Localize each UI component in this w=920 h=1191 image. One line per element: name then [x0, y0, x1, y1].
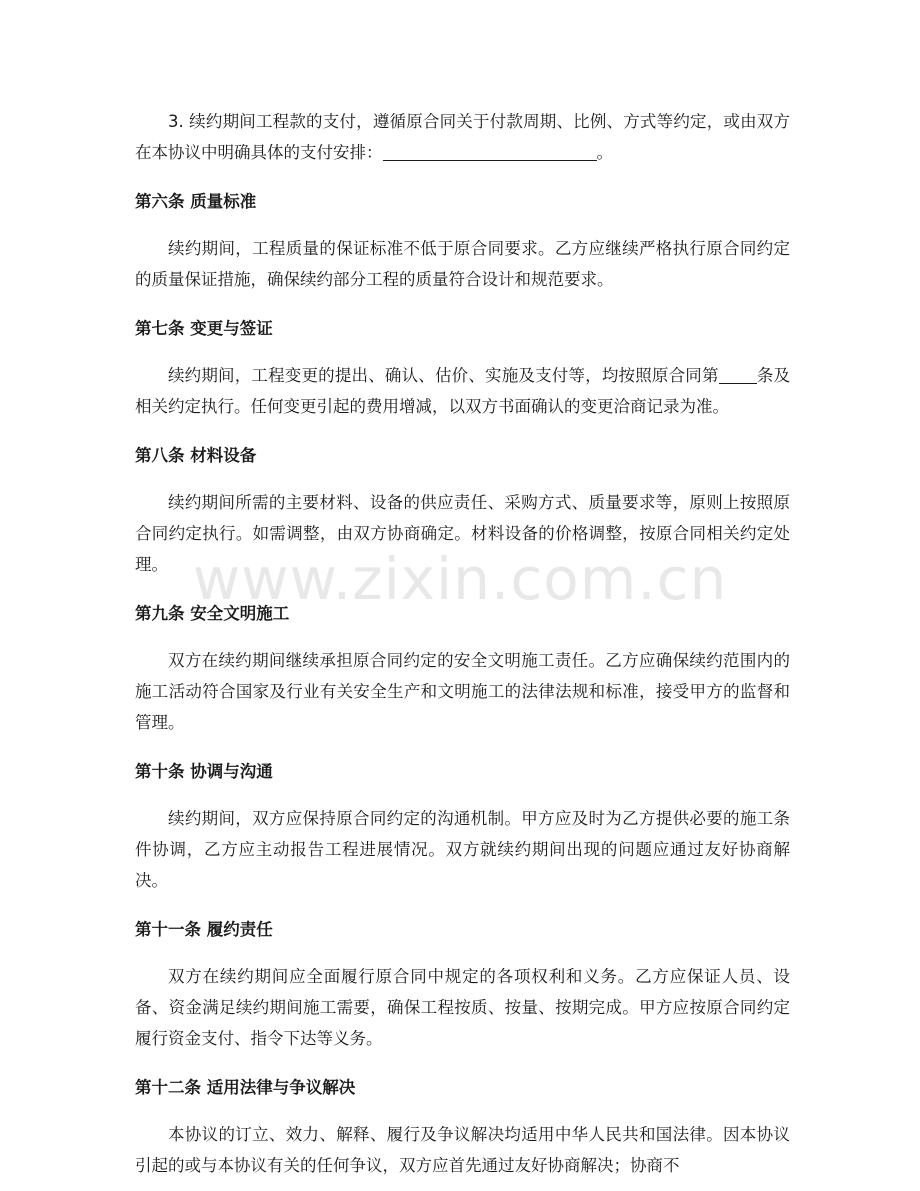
payment-clause-end: 。: [596, 143, 613, 162]
article-11-body: 双方在续约期间应全面履行原合同中规定的各项权利和义务。乙方应保证人员、设备、资金满足续约期间施工需要，确保工程按质、按量、按期完成。甲方应按原合同约定履行资金支付、指令下达等义务。: [135, 967, 790, 1048]
article-8-body: 续约期间所需的主要材料、设备的供应责任、采购方式、质量要求等，原则上按照原合同约定执行。如需调整，由双方协商确定。材料设备的价格调整，按原合同相关约定处理。: [135, 493, 790, 574]
article-8-heading: 第八条 材料设备: [135, 446, 257, 465]
watermark: www.zixin.com.cn: [192, 545, 728, 613]
article-9-heading: 第九条 安全文明施工: [135, 604, 290, 623]
article-7-heading: 第七条 变更与签证: [135, 319, 273, 338]
payment-blank-line: [383, 142, 597, 161]
payment-clause: [135, 106, 790, 168]
article-7-body-start: 续约期间，工程变更的提出、确认、估价、实施及支付等，均按照原合同第: [168, 366, 719, 385]
document-page: [135, 106, 790, 1181]
article-12-heading: 第十二条 适用法律与争议解决: [135, 1078, 356, 1097]
article-10-heading: 第十条 协调与沟通: [135, 762, 273, 781]
article-10-body: 续约期间，双方应保持原合同约定的沟通机制。甲方应及时为乙方提供必要的施工条件协调，乙方应主动报告工程进展情况。双方就续约期间出现的问题应通过友好协商解决。: [135, 809, 790, 890]
article-number-blank-line: [719, 365, 757, 384]
article-11-heading: 第十一条 履约责任: [135, 920, 273, 939]
article-9-body: 双方在续约期间继续承担原合同约定的安全文明施工责任。乙方应确保续约范围内的施工活动符合国家及行业有关安全生产和文明施工的法律法规和标准，接受甲方的监督和管理。: [135, 651, 790, 732]
article-6-heading: 第六条 质量标准: [135, 192, 257, 211]
payment-clause-text: 3. 续约期间工程款的支付，遵循原合同关于付款周期、比例、方式等约定，或由双方在本协议中明确具体的支付安排：: [135, 112, 790, 162]
article-7-body-end: 条及相关约定执行。任何变更引起的费用增减，以双方书面确认的变更洽商记录为准。: [135, 366, 791, 416]
article-12-body: 本协议的订立、效力、解释、履行及争议解决均适用中华人民共和国法律。因本协议引起的或与本协议有关的任何争议，双方应首先通过友好协商解决；协商不: [135, 1125, 790, 1175]
article-6-body: 续约期间，工程质量的保证标准不低于原合同要求。乙方应继续严格执行原合同约定的质量保证措施，确保续约部分工程的质量符合设计和规范要求。: [135, 239, 790, 289]
article-7-body: [135, 360, 790, 422]
